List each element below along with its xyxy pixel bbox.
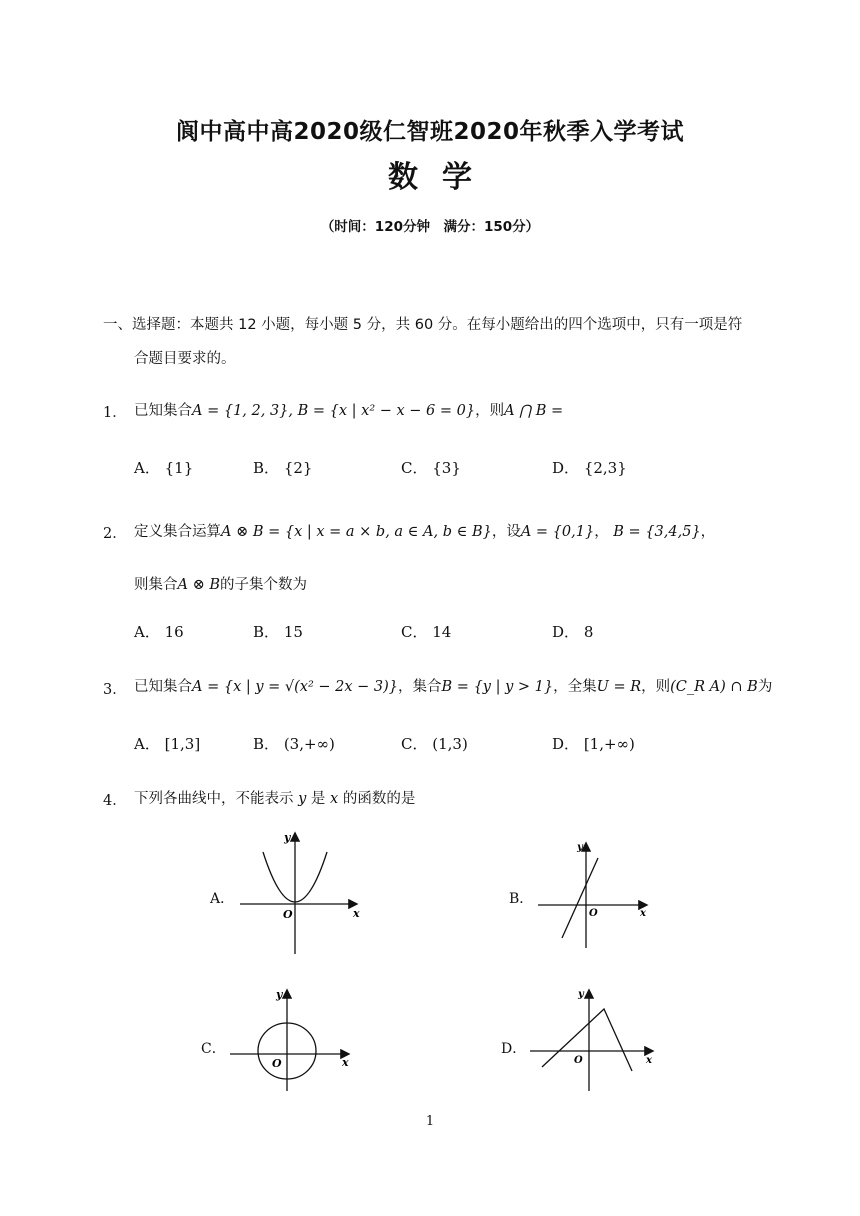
svg-text:O: O xyxy=(574,1055,583,1066)
svg-text:O: O xyxy=(272,1057,282,1070)
svg-text:O: O xyxy=(589,908,598,919)
question-3-option-d: D． [1,+∞) xyxy=(552,735,635,753)
graph-d-piecewise xyxy=(528,985,658,1095)
svg-text:x: x xyxy=(646,1055,652,1066)
svg-text:y: y xyxy=(577,842,583,853)
question-3-stem: 已知集合A = {x | y = √(x² − 2x − 3)}，集合B = {y | y > 1}，全集U = R，则(C_R A) ∩ B为 xyxy=(134,679,773,695)
question-2-option-d: D． 8 xyxy=(552,623,594,641)
exam-title: 阆中高中高2020级仁智班2020年秋季入学考试 xyxy=(175,119,685,145)
graph-b-label: B． xyxy=(509,891,534,907)
section-instructions-line1: 一、选择题：本题共 12 小题，每小题 5 分，共 60 分。在每小题给出的四个选项中，只有一项是符 xyxy=(103,317,743,333)
question-1-mid: ，则 xyxy=(475,403,505,419)
question-1-prefix: 已知集合 xyxy=(134,403,192,419)
question-1-option-a: A． {1} xyxy=(134,459,194,477)
page-number: 1 xyxy=(425,1114,435,1129)
graph-c-circle xyxy=(228,985,358,1095)
graph-c-label: C． xyxy=(201,1041,226,1057)
question-2-number: 2． xyxy=(103,526,127,542)
question-2-option-a: A． 16 xyxy=(134,623,184,641)
graph-a-label: A． xyxy=(210,891,235,907)
svg-text:x: x xyxy=(640,908,646,919)
question-1-tail: A ⋂ B = xyxy=(504,403,564,419)
question-1-option-d: D． {2,3} xyxy=(552,459,627,477)
exam-time-info: （时间：120分钟 满分：150分） xyxy=(320,219,540,235)
question-3-option-a: A． [1,3] xyxy=(134,735,201,753)
question-2-stem-line2: 则集合A ⊗ B的子集个数为 xyxy=(134,577,307,593)
question-3-number: 3． xyxy=(103,682,127,698)
question-3-option-c: C． (1,3) xyxy=(401,735,468,753)
graph-b-line xyxy=(534,838,654,953)
svg-text:y: y xyxy=(276,988,283,1001)
svg-text:y: y xyxy=(284,831,291,844)
question-1-stem xyxy=(134,399,563,420)
graph-d-label: D． xyxy=(501,1041,527,1057)
question-1-option-b: B． {2} xyxy=(253,459,313,477)
question-2-option-c: C． 14 xyxy=(401,623,452,641)
graph-a-parabola xyxy=(238,828,368,958)
question-2-stem: 定义集合运算A ⊗ B = {x | x = a × b, a ∈ A, b ∈ B}，设A = {0,1}， B = {3,4,5}， xyxy=(134,524,716,540)
question-1-math: A = {1, 2, 3}, B = {x | x² − x − 6 = 0} xyxy=(192,403,476,419)
svg-text:y: y xyxy=(578,989,584,1000)
question-1-number: 1． xyxy=(103,405,127,421)
svg-text:O: O xyxy=(283,908,293,921)
exam-subject: 数学 xyxy=(388,160,496,195)
question-4-stem: 下列各曲线中，不能表示 y 是 x 的函数的是 xyxy=(134,791,416,807)
svg-text:x: x xyxy=(342,1056,349,1069)
question-2-operation: A ⊗ B = {x | x = a × b, a ∈ A, b ∈ B} xyxy=(221,524,492,540)
question-4-number: 4． xyxy=(103,793,127,809)
question-1-option-c: C． {3} xyxy=(401,459,461,477)
section-instructions-line2: 合题目要求的。 xyxy=(134,351,236,367)
question-3-option-b: B． (3,+∞) xyxy=(253,735,335,753)
svg-text:x: x xyxy=(353,907,360,920)
question-2-option-b: B． 15 xyxy=(253,623,303,641)
